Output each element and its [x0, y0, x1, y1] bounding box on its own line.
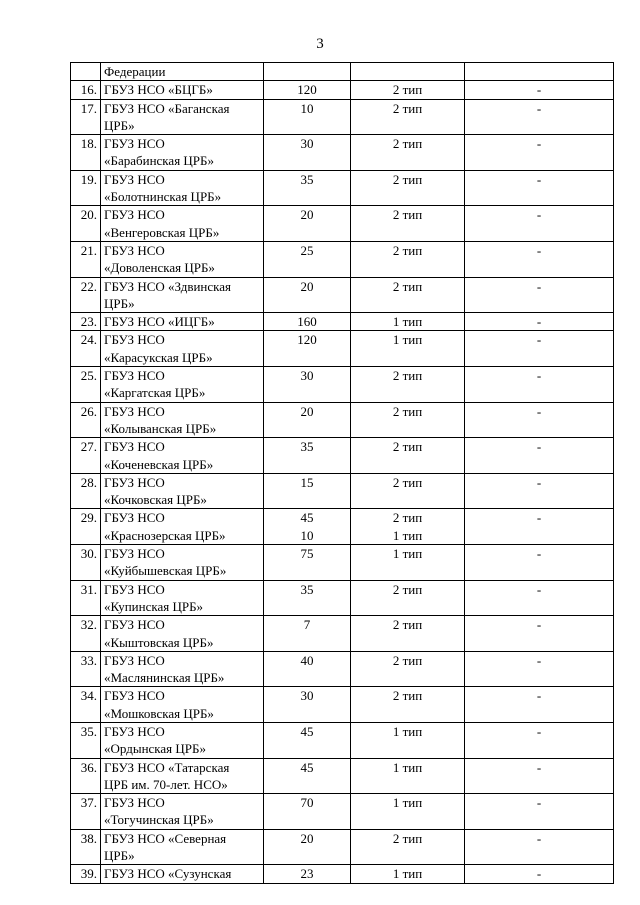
hospital-type-line: 2 тип: [392, 242, 423, 258]
hospital-type: [351, 135, 465, 171]
hospital-type-line: 1 тип: [392, 723, 423, 739]
row-number: [71, 63, 101, 81]
bed-count-line: 20: [300, 830, 314, 846]
institution-name-line: «Кочковская ЦРБ»: [104, 492, 207, 508]
row-number: 32.: [71, 616, 101, 652]
hospital-type: [351, 580, 465, 616]
row-number: 35.: [71, 722, 101, 758]
table-row: [71, 367, 614, 403]
row-number: 16.: [71, 81, 101, 99]
institution-name: [101, 722, 264, 758]
extra-value: -: [465, 580, 614, 616]
institution-name: [101, 99, 264, 135]
hospital-type: [351, 722, 465, 758]
institution-name-line: ГБУЗ НСО «БЦГБ»: [104, 82, 213, 98]
institution-name: [101, 687, 264, 723]
page-number: 3: [316, 36, 324, 52]
bed-count-line: 10: [300, 100, 314, 116]
extra-value: -: [465, 438, 614, 474]
table-row: [71, 687, 614, 723]
extra-value: -: [465, 473, 614, 509]
institution-name: [101, 402, 264, 438]
table-row: [71, 402, 614, 438]
institution-name-line: «Кыштовская ЦРБ»: [104, 634, 214, 650]
hospital-type: [351, 758, 465, 794]
bed-count-line: 20: [300, 403, 314, 419]
bed-count: [264, 509, 351, 545]
row-number: 18.: [71, 135, 101, 171]
hospital-type-line: 2 тип: [392, 100, 423, 116]
hospital-type-line: 2 тип: [392, 136, 423, 152]
bed-count-line: 45: [300, 723, 314, 739]
extra-value: -: [465, 135, 614, 171]
hospital-type-line: 2 тип: [392, 368, 423, 384]
institution-name: [101, 438, 264, 474]
table-row: [71, 509, 614, 545]
bed-count: [264, 170, 351, 206]
institution-name: [101, 509, 264, 545]
row-number: 28.: [71, 473, 101, 509]
hospital-type-line: 2 тип: [392, 171, 423, 187]
hospital-type: [351, 367, 465, 403]
bed-count: [264, 331, 351, 367]
institution-name-line: ГБУЗ НСО: [104, 617, 165, 633]
hospital-type-line: 2 тип: [392, 278, 423, 294]
bed-count: [264, 865, 351, 883]
bed-count-line: 10: [300, 527, 314, 543]
bed-count: [264, 722, 351, 758]
hospital-type: [351, 170, 465, 206]
hospital-type-line: 2 тип: [392, 510, 423, 526]
extra-value: -: [465, 81, 614, 99]
institution-name-line: ГБУЗ НСО: [104, 403, 165, 419]
hospital-type-line: 2 тип: [392, 617, 423, 633]
institution-name-line: ГБУЗ НСО: [104, 723, 165, 739]
table-row: [71, 277, 614, 313]
institution-name-line: «Маслянинская ЦРБ»: [104, 670, 225, 686]
extra-value: -: [465, 794, 614, 830]
institution-name-line: ГБУЗ НСО: [104, 207, 165, 223]
hospital-type: [351, 438, 465, 474]
row-number: 31.: [71, 580, 101, 616]
extra-value: -: [465, 758, 614, 794]
table-row: [71, 473, 614, 509]
bed-count-line: 70: [300, 795, 314, 811]
hospital-type-line: 1 тип: [392, 332, 423, 348]
bed-count: [264, 135, 351, 171]
bed-count: [264, 313, 351, 331]
bed-count: [264, 438, 351, 474]
table-row: [71, 865, 614, 883]
institution-name-line: Федерации: [104, 64, 166, 79]
hospital-type: [351, 545, 465, 581]
bed-count-line: 7: [303, 617, 311, 633]
hospital-type-line: 2 тип: [392, 403, 423, 419]
table-row: [71, 722, 614, 758]
extra-value: -: [465, 367, 614, 403]
hospital-type: [351, 63, 465, 81]
institution-name: [101, 367, 264, 403]
institution-name-line: ГБУЗ НСО «Сузунская: [104, 866, 232, 882]
institution-name-line: ГБУЗ НСО: [104, 510, 165, 526]
table-row: [71, 651, 614, 687]
extra-value: -: [465, 402, 614, 438]
bed-count: [264, 545, 351, 581]
institution-name-line: «Ордынская ЦРБ»: [104, 741, 206, 757]
institution-name-line: «Доволенская ЦРБ»: [104, 260, 215, 276]
hospital-table: [70, 62, 614, 884]
institution-name-line: ЦРБ»: [104, 848, 135, 864]
table-row: [71, 545, 614, 581]
hospital-type-line: 1 тип: [392, 546, 423, 562]
row-number: 36.: [71, 758, 101, 794]
bed-count-line: 75: [300, 546, 314, 562]
institution-name-line: «Коченевская ЦРБ»: [104, 456, 214, 472]
institution-name: [101, 865, 264, 883]
row-number: 39.: [71, 865, 101, 883]
extra-value: -: [465, 241, 614, 277]
institution-name: [101, 651, 264, 687]
institution-name-line: ГБУЗ НСО: [104, 242, 165, 258]
hospital-type: [351, 402, 465, 438]
extra-value: -: [465, 651, 614, 687]
hospital-type: [351, 473, 465, 509]
institution-name-line: ГБУЗ НСО «Татарская: [104, 759, 230, 775]
bed-count-line: 23: [300, 866, 314, 882]
bed-count: [264, 99, 351, 135]
row-number: 19.: [71, 170, 101, 206]
institution-name-line: «Краснозерская ЦРБ»: [104, 527, 226, 543]
institution-name: [101, 206, 264, 242]
bed-count: [264, 206, 351, 242]
institution-name-line: ГБУЗ НСО: [104, 136, 165, 152]
row-number: 27.: [71, 438, 101, 474]
table-row: [71, 81, 614, 99]
extra-value: -: [465, 331, 614, 367]
extra-value: -: [465, 170, 614, 206]
bed-count: [264, 687, 351, 723]
bed-count-line: 35: [300, 581, 314, 597]
hospital-type-line: 1 тип: [392, 795, 423, 811]
institution-name-line: «Тогучинская ЦРБ»: [104, 812, 214, 828]
hospital-type-line: 2 тип: [392, 830, 423, 846]
hospital-type: [351, 241, 465, 277]
institution-name-line: ГБУЗ НСО: [104, 439, 165, 455]
row-number: 22.: [71, 277, 101, 313]
hospital-type-line: 1 тип: [392, 866, 423, 882]
hospital-type: [351, 99, 465, 135]
hospital-type: [351, 865, 465, 883]
institution-name: [101, 313, 264, 331]
hospital-type: [351, 616, 465, 652]
bed-count: [264, 758, 351, 794]
bed-count-line: 20: [300, 207, 314, 223]
institution-name-line: ЦРБ»: [104, 117, 135, 133]
hospital-type: [351, 651, 465, 687]
table-row: [71, 241, 614, 277]
bed-count: [264, 402, 351, 438]
row-number: 33.: [71, 651, 101, 687]
bed-count-line: 35: [300, 439, 314, 455]
institution-name: [101, 758, 264, 794]
row-number: 26.: [71, 402, 101, 438]
table-row: [71, 616, 614, 652]
table-row: [71, 438, 614, 474]
table-row: [71, 758, 614, 794]
institution-name-line: ГБУЗ НСО: [104, 795, 165, 811]
table-body: [71, 63, 614, 884]
table-row: [71, 135, 614, 171]
institution-name: [101, 829, 264, 865]
extra-value: [465, 63, 614, 81]
institution-name-line: ГБУЗ НСО: [104, 652, 165, 668]
bed-count: [264, 81, 351, 99]
table-row: [71, 206, 614, 242]
table-row: [71, 829, 614, 865]
hospital-type: [351, 331, 465, 367]
institution-name-line: «Куйбышевская ЦРБ»: [104, 563, 227, 579]
extra-value: -: [465, 829, 614, 865]
extra-value: -: [465, 509, 614, 545]
bed-count-line: 25: [300, 242, 314, 258]
institution-name-line: ГБУЗ НСО «Северная: [104, 830, 227, 846]
institution-name: [101, 277, 264, 313]
extra-value: -: [465, 616, 614, 652]
bed-count-line: 120: [297, 82, 317, 98]
institution-name: [101, 241, 264, 277]
institution-name-line: «Венгеровская ЦРБ»: [104, 224, 220, 240]
table-row: [71, 580, 614, 616]
hospital-type-line: 1 тип: [392, 314, 423, 330]
hospital-type: [351, 509, 465, 545]
bed-count-line: 35: [300, 171, 314, 187]
institution-name-line: ЦРБ им. 70-лет. НСО»: [104, 776, 228, 792]
hospital-type: [351, 829, 465, 865]
extra-value: -: [465, 687, 614, 723]
bed-count-line: 160: [297, 314, 317, 330]
institution-name: [101, 616, 264, 652]
institution-name-line: ГБУЗ НСО: [104, 171, 165, 187]
bed-count-line: 20: [300, 278, 314, 294]
extra-value: -: [465, 722, 614, 758]
institution-name-line: ГБУЗ НСО: [104, 546, 165, 562]
institution-name-line: «Мошковская ЦРБ»: [104, 705, 214, 721]
institution-name-line: ГБУЗ НСО: [104, 368, 165, 384]
bed-count: [264, 277, 351, 313]
table-row: [71, 331, 614, 367]
hospital-type-line: 2 тип: [392, 652, 423, 668]
institution-name-line: ГБУЗ НСО «Баганская: [104, 100, 230, 116]
institution-name: [101, 580, 264, 616]
institution-name-line: ГБУЗ НСО «Здвинская: [104, 278, 232, 294]
table-row: [71, 313, 614, 331]
hospital-type-line: 2 тип: [392, 474, 423, 490]
institution-name-line: «Колыванская ЦРБ»: [104, 420, 217, 436]
institution-name-line: ГБУЗ НСО: [104, 474, 165, 490]
hospital-type-line: 2 тип: [392, 207, 423, 223]
extra-value: -: [465, 865, 614, 883]
row-number: 20.: [71, 206, 101, 242]
bed-count: [264, 241, 351, 277]
institution-name-line: ГБУЗ НСО: [104, 332, 165, 348]
institution-name-line: ГБУЗ НСО: [104, 581, 165, 597]
hospital-type-line: 1 тип: [392, 527, 423, 543]
bed-count: [264, 63, 351, 81]
row-number: 21.: [71, 241, 101, 277]
bed-count: [264, 616, 351, 652]
institution-name: [101, 170, 264, 206]
hospital-type-line: 2 тип: [392, 82, 423, 98]
bed-count-line: 30: [300, 136, 314, 152]
row-number: 29.: [71, 509, 101, 545]
bed-count-line: 45: [300, 510, 314, 526]
row-number: 25.: [71, 367, 101, 403]
extra-value: -: [465, 206, 614, 242]
table-row: [71, 99, 614, 135]
bed-count: [264, 829, 351, 865]
institution-name-line: ГБУЗ НСО «ИЦГБ»: [104, 314, 215, 330]
institution-name-line: «Каргатская ЦРБ»: [104, 385, 206, 401]
row-number: 17.: [71, 99, 101, 135]
hospital-type: [351, 81, 465, 99]
institution-name-line: «Карасукская ЦРБ»: [104, 349, 213, 365]
row-number: 34.: [71, 687, 101, 723]
row-number: 24.: [71, 331, 101, 367]
bed-count-line: 45: [300, 759, 314, 775]
institution-name: [101, 135, 264, 171]
institution-name: [101, 473, 264, 509]
institution-name-line: ГБУЗ НСО: [104, 688, 165, 704]
bed-count-line: 15: [300, 474, 314, 490]
hospital-type-line: 2 тип: [392, 688, 423, 704]
bed-count: [264, 367, 351, 403]
row-number: 23.: [71, 313, 101, 331]
institution-name: [101, 63, 264, 81]
table-row: [71, 794, 614, 830]
table-row: [71, 63, 614, 81]
hospital-type: [351, 206, 465, 242]
extra-value: -: [465, 313, 614, 331]
row-number: 38.: [71, 829, 101, 865]
extra-value: -: [465, 99, 614, 135]
hospital-type: [351, 277, 465, 313]
bed-count: [264, 794, 351, 830]
institution-name: [101, 794, 264, 830]
hospital-type-line: 2 тип: [392, 581, 423, 597]
institution-name: [101, 331, 264, 367]
hospital-type-line: 2 тип: [392, 439, 423, 455]
institution-name-line: «Барабинская ЦРБ»: [104, 153, 215, 169]
hospital-type: [351, 313, 465, 331]
institution-name-line: «Болотнинская ЦРБ»: [104, 189, 222, 205]
bed-count-line: 30: [300, 368, 314, 384]
institution-name-line: «Купинская ЦРБ»: [104, 598, 204, 614]
table-row: [71, 170, 614, 206]
bed-count-line: 30: [300, 688, 314, 704]
bed-count: [264, 473, 351, 509]
bed-count-line: 120: [297, 332, 317, 348]
bed-count: [264, 651, 351, 687]
institution-name-line: ЦРБ»: [104, 295, 135, 311]
hospital-type: [351, 794, 465, 830]
row-number: 30.: [71, 545, 101, 581]
row-number: 37.: [71, 794, 101, 830]
institution-name: [101, 81, 264, 99]
hospital-type-line: 1 тип: [392, 759, 423, 775]
bed-count-line: 40: [300, 652, 314, 668]
hospital-type: [351, 687, 465, 723]
extra-value: -: [465, 545, 614, 581]
extra-value: -: [465, 277, 614, 313]
bed-count: [264, 580, 351, 616]
institution-name: [101, 545, 264, 581]
